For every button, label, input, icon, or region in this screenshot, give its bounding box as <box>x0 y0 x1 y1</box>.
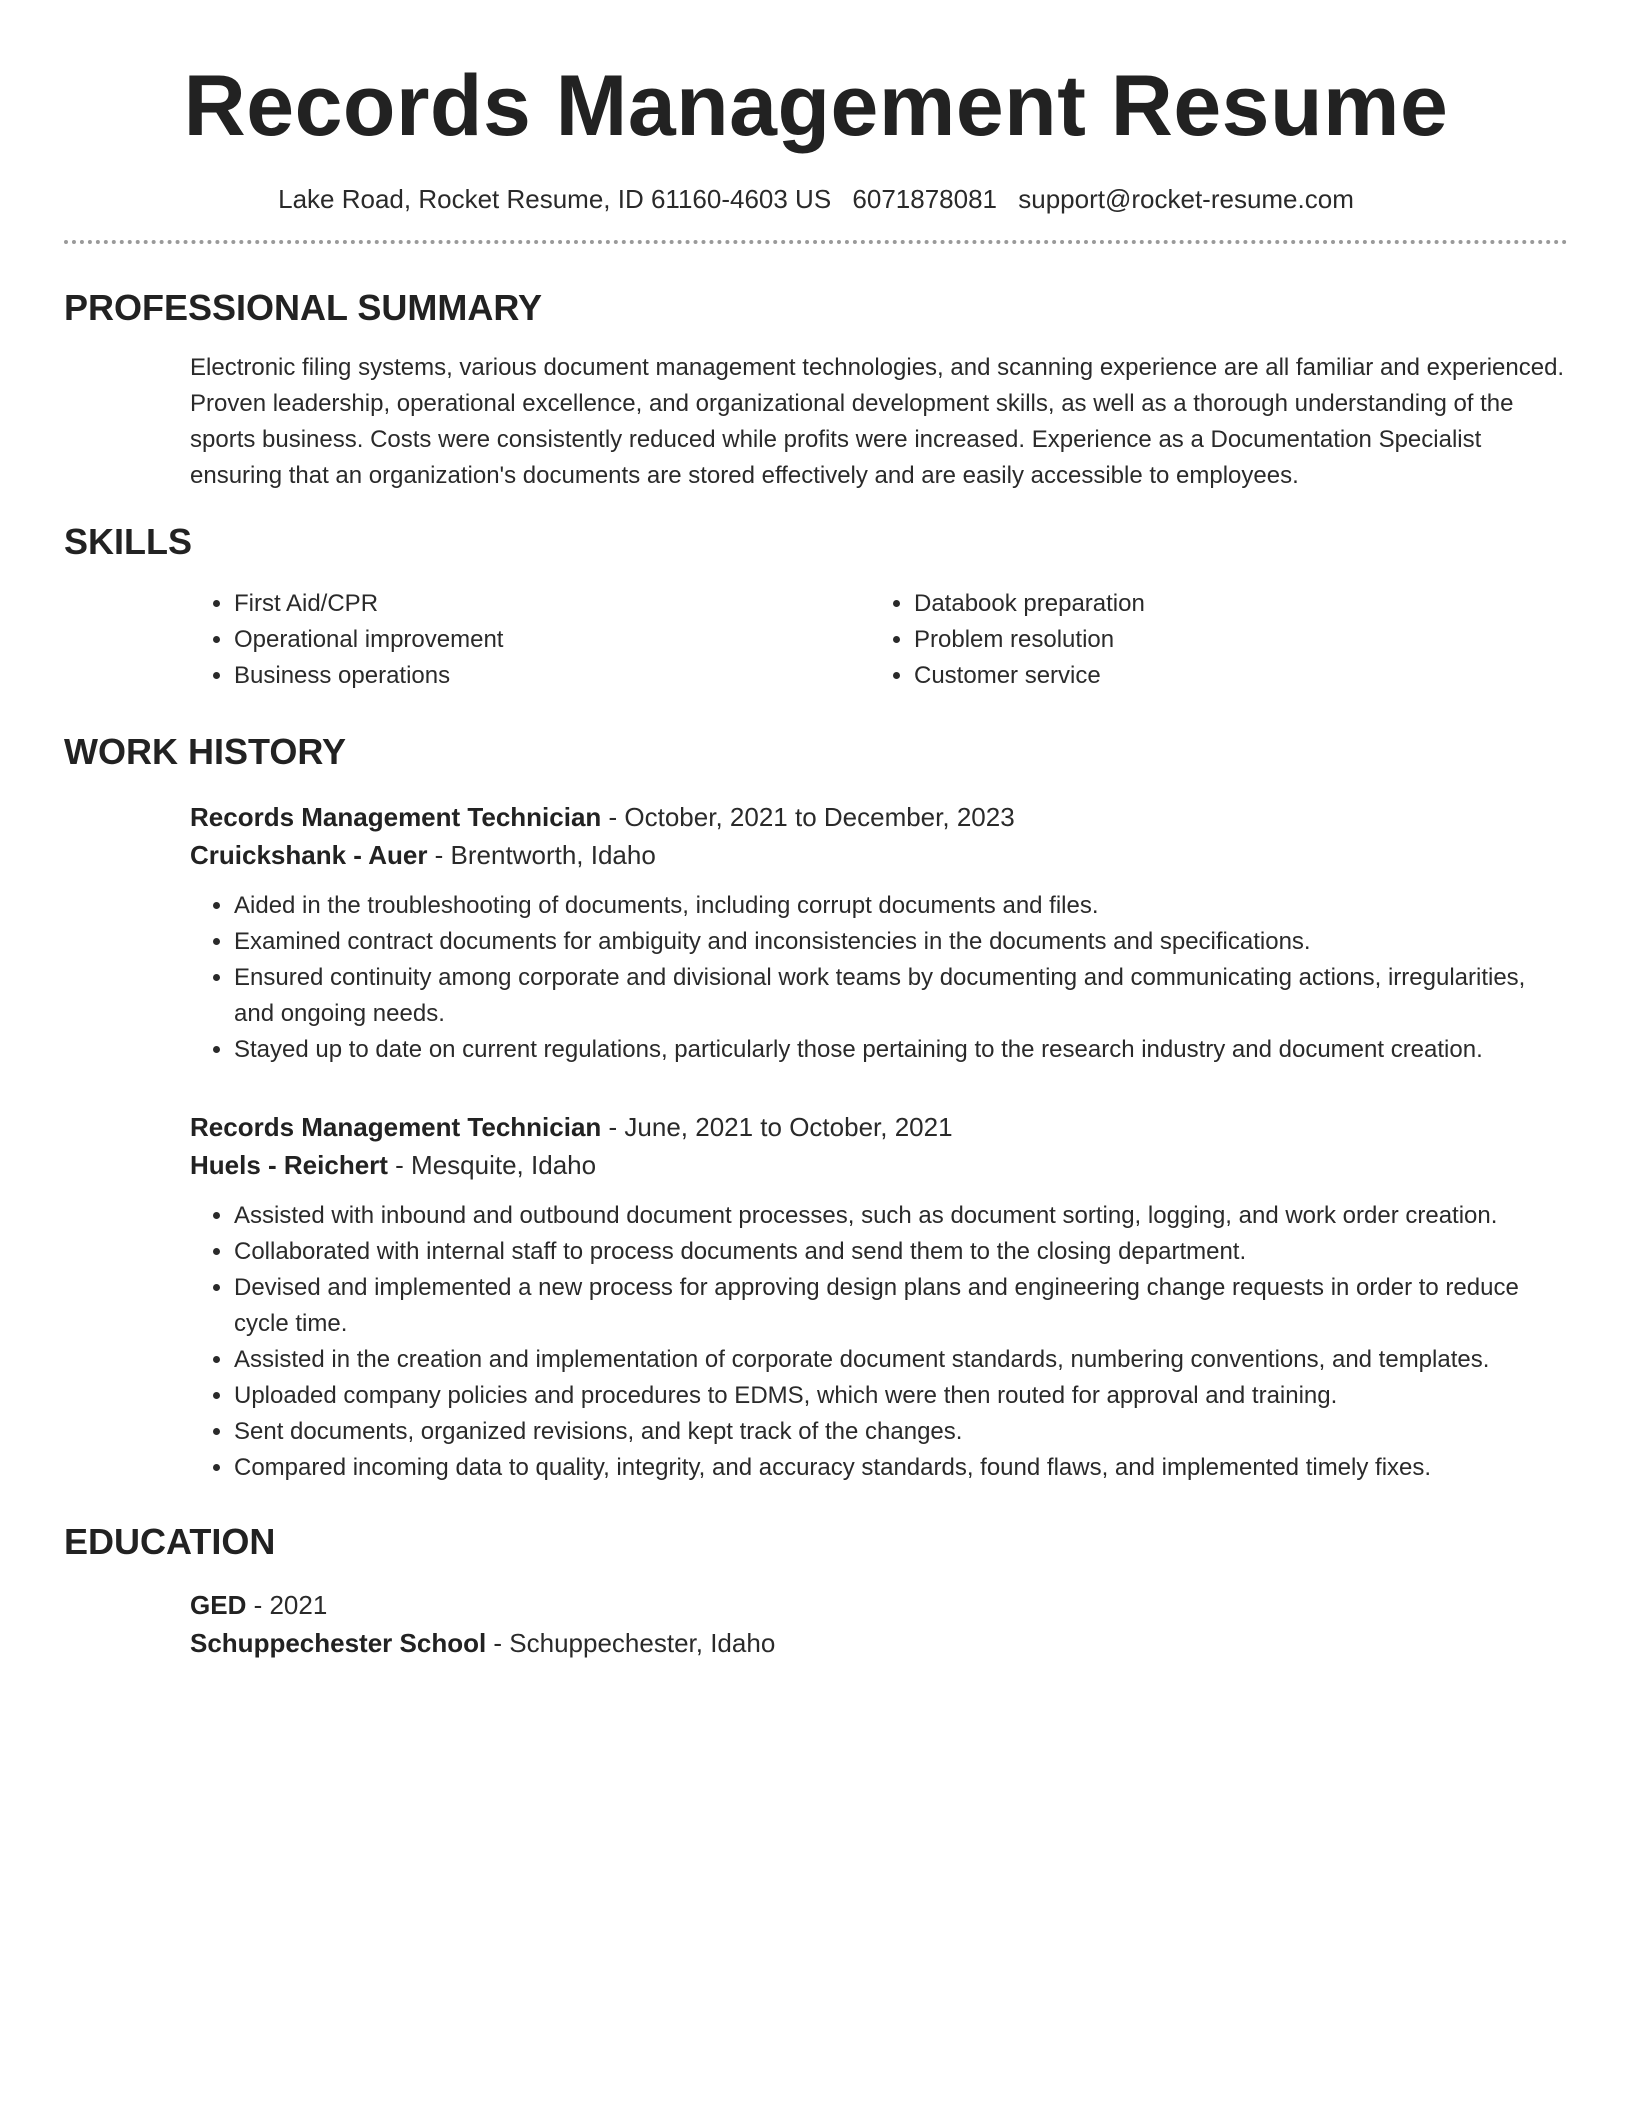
skill-item: • Business operations <box>234 658 870 694</box>
header-divider <box>64 240 1568 244</box>
skill-item: • First Aid/CPR <box>234 586 870 622</box>
job-duty: • Aided in the troubleshooting of documents, including corrupt documents and files. <box>234 888 1568 924</box>
section-title-summary: PROFESSIONAL SUMMARY <box>64 287 543 328</box>
job-duty: • Assisted with inbound and outbound document processes, such as document sorting, logging, and work order creation. <box>234 1198 1568 1234</box>
skills-section <box>64 520 1568 694</box>
education-section <box>64 1520 1568 1662</box>
job-entry <box>190 1108 1568 1486</box>
education-school: Schuppechester School <box>190 1628 487 1658</box>
job-company: Cruickshank - Auer <box>190 840 428 870</box>
resume-title: Records Management Resume <box>183 58 1449 154</box>
skill-item: • Operational improvement <box>234 622 870 658</box>
job-location: - Brentworth, Idaho <box>427 840 656 870</box>
contact-line <box>64 182 1568 216</box>
job-title-line <box>190 1108 1568 1146</box>
education-degree: GED <box>190 1590 247 1620</box>
job-title-line <box>190 798 1568 836</box>
work-history-section <box>64 730 1568 1486</box>
job-title: Records Management Technician <box>190 802 602 832</box>
job-location: - Mesquite, Idaho <box>387 1150 597 1180</box>
job-duty: • Collaborated with internal staff to process documents and send them to the closing department. <box>234 1234 1568 1270</box>
education-location: - Schuppechester, Idaho <box>486 1628 776 1658</box>
job-entry <box>190 798 1568 1068</box>
summary-text: Electronic filing systems, various document management technologies, and scanning experience are all familiar and experienced. Proven leadership, operational excellence, and organizational development skills, as well as a thorough understanding of the sports business. Costs were consistently reduced while profits were increased. Experience as a Documentation Specialist ensuring that an organization's documents are stored effectively and are easily accessible to employees. <box>190 354 1565 489</box>
skills-list-left <box>190 586 870 694</box>
contact-phone: 6071878081 <box>852 184 998 214</box>
skills-list-right <box>870 586 1568 694</box>
job-dates: - June, 2021 to October, 2021 <box>601 1112 953 1142</box>
skill-item: • Problem resolution <box>914 622 1568 658</box>
education-entry <box>190 1586 1568 1662</box>
job-company-line <box>190 1146 1568 1184</box>
job-duty: • Ensured continuity among corporate and divisional work teams by documenting and communicating actions, irregularities, and ongoing needs. <box>234 960 1568 1032</box>
contact-address: Lake Road, Rocket Resume, ID 61160-4603 US <box>278 184 832 214</box>
education-degree-line <box>190 1586 1568 1624</box>
job-duty: • Examined contract documents for ambiguity and inconsistencies in the documents and specifications. <box>234 924 1568 960</box>
contact-email: support@rocket-resume.com <box>1018 184 1354 214</box>
job-duty: • Uploaded company policies and procedures to EDMS, which were then routed for approval and training. <box>234 1378 1568 1414</box>
job-company: Huels - Reichert <box>190 1150 388 1180</box>
job-duty: • Devised and implemented a new process for approving design plans and engineering change requests in order to reduce cycle time. <box>234 1270 1568 1342</box>
skill-item: • Customer service <box>914 658 1568 694</box>
section-title-education: EDUCATION <box>64 1521 276 1562</box>
skill-item: • Databook preparation <box>914 586 1568 622</box>
job-duties-list <box>190 888 1568 1068</box>
job-title: Records Management Technician <box>190 1112 602 1142</box>
job-duty: • Assisted in the creation and implementation of corporate document standards, numbering conventions, and templates. <box>234 1342 1568 1378</box>
job-dates: - October, 2021 to December, 2023 <box>601 802 1015 832</box>
education-school-line <box>190 1624 1568 1662</box>
job-duty: • Stayed up to date on current regulations, particularly those pertaining to the research industry and document creation. <box>234 1032 1568 1068</box>
section-title-skills: SKILLS <box>64 521 193 562</box>
job-duty: • Compared incoming data to quality, integrity, and accuracy standards, found flaws, and implemented timely fixes. <box>234 1450 1568 1486</box>
job-company-line <box>190 836 1568 874</box>
education-year: - 2021 <box>246 1590 328 1620</box>
skills-grid <box>190 586 1568 694</box>
professional-summary-section <box>64 286 1568 494</box>
job-duty: • Sent documents, organized revisions, and kept track of the changes. <box>234 1414 1568 1450</box>
job-duties-list <box>190 1198 1568 1486</box>
section-title-work: WORK HISTORY <box>64 731 347 772</box>
